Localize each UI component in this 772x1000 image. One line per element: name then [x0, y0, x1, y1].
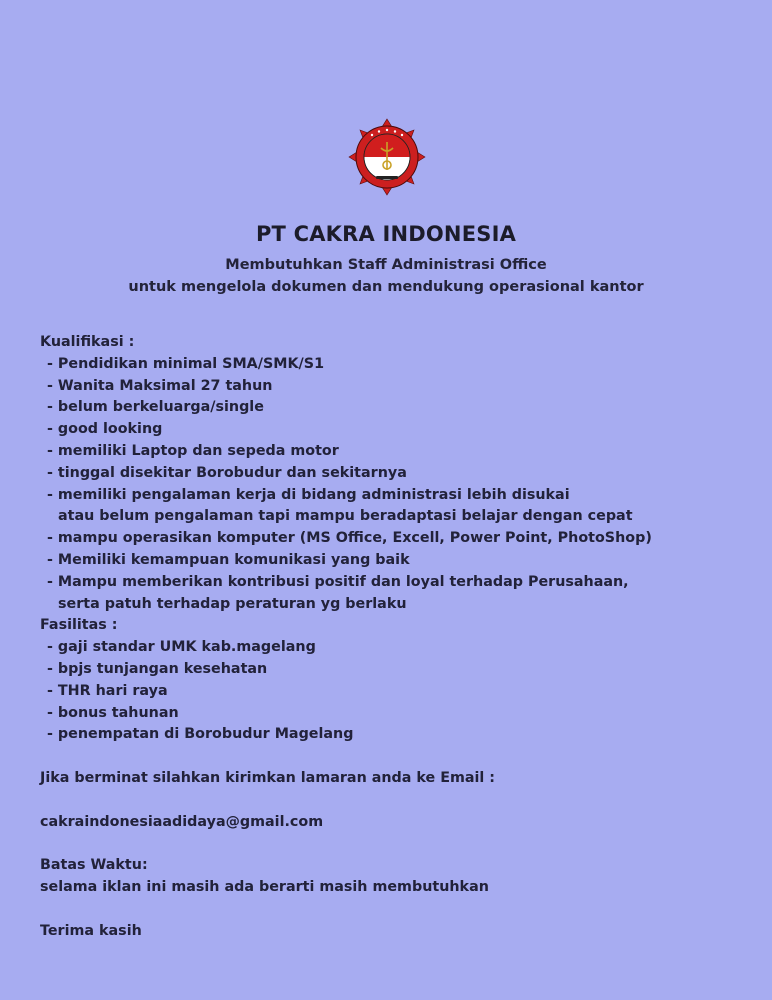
cakra-emblem-icon	[348, 118, 426, 196]
facility-item: - bonus tahunan	[47, 704, 179, 721]
facilities-heading: Fasilitas :	[40, 617, 118, 634]
qualification-item: - mampu operasikan komputer (MS Office, Excell, Power Point, PhotoShop)	[47, 530, 652, 547]
qualification-item-continuation: serta patuh terhadap peraturan yg berlaku	[58, 595, 407, 612]
job-description: untuk mengelola dokumen dan mendukung operasional kantor	[128, 279, 644, 295]
deadline-text: selama iklan ini masih ada berarti masih membutuhkan	[40, 878, 489, 895]
facility-item: - THR hari raya	[47, 682, 168, 699]
job-subtitle: Membutuhkan Staff Administrasi Office	[225, 257, 547, 273]
qualification-item: - Mampu memberikan kontribusi positif dan loyal terhadap Perusahaan,	[47, 573, 629, 590]
company-title: PT CAKRA INDONESIA	[255, 222, 517, 246]
qualification-item: - belum berkeluarga/single	[47, 399, 264, 416]
deadline-heading: Batas Waktu:	[40, 857, 148, 874]
qualification-item: - memiliki pengalaman kerja di bidang administrasi lebih disukai	[47, 486, 570, 503]
qualification-item: - Wanita Maksimal 27 tahun	[47, 377, 273, 394]
qualifications-heading: Kualifikasi :	[40, 334, 135, 350]
qualification-item-continuation: atau belum pengalaman tapi mampu beradaptasi belajar dengan cepat	[58, 508, 633, 525]
facility-item: - penempatan di Borobudur Magelang	[47, 726, 354, 743]
job-details	[40, 332, 740, 942]
qualification-item: - tinggal disekitar Borobudur dan sekitarnya	[47, 464, 407, 481]
apply-instruction: Jika berminat silahkan kirimkan lamaran anda ke Email :	[40, 769, 496, 786]
qualification-item: - good looking	[47, 421, 163, 438]
qualification-item: - Memiliki kemampuan komunikasi yang baik	[47, 551, 410, 568]
apply-email[interactable]: cakraindonesiaadidaya@gmail.com	[40, 813, 324, 830]
facility-item: - gaji standar UMK kab.magelang	[47, 639, 316, 656]
qualification-item: - memiliki Laptop dan sepeda motor	[47, 442, 339, 459]
qualification-item: - Pendidikan minimal SMA/SMK/S1	[47, 355, 325, 372]
closing-text: Terima kasih	[40, 922, 142, 939]
company-logo	[348, 118, 426, 196]
facility-item: - bpjs tunjangan kesehatan	[47, 660, 268, 677]
